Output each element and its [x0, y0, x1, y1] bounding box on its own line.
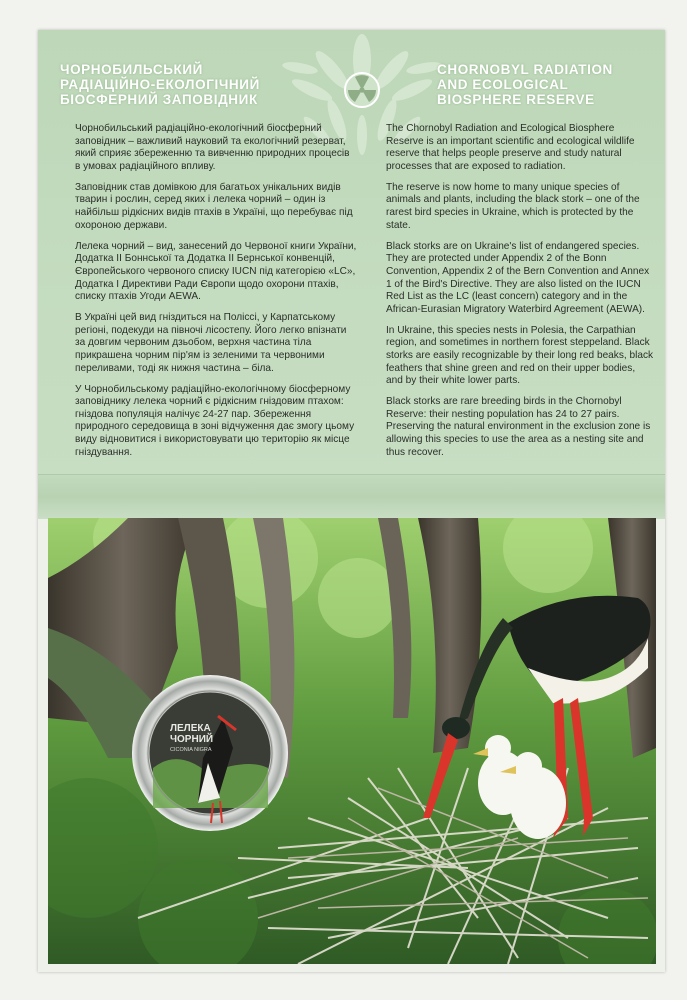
paragraph: Заповідник став домівкою для багатьох унікальних видів тварин і рослин, серед яких і лелека чорний – один із найбільш рідкісних видів птахів в Україні, що перебуває під охороною держави.: [75, 181, 353, 231]
photo-illustration: [48, 518, 656, 964]
english-text-column: [386, 123, 654, 468]
paragraph: В Україні цей вид гніздиться на Поліссі, у Карпатському регіоні, подекуди на півночі лісостепу. Його легко впізнати за довгим червоним дзьобом, верхня частина тіла прикрашена чорним пір'ям із зеленими та червоними переливами, тоді як нижня частина – біла.: [75, 312, 347, 374]
paragraph: Чорнобильський радіаційно-екологічний біосферний заповідник – важливий науковий та екологічний резерват, який сприяє збереженню та вивченню природних процесів в умовах радіаційного впливу.: [75, 123, 350, 172]
paragraph: У Чорнобильському радіаційно-екологічному біосферному заповіднику лелека чорний є рідкісним гніздовим птахом: гніздова популяція налічує 24-27 пар. Збереження природного середовища в зоні відчуження дає змогу цьому виду відновитися і використовувати цю територію як місце гніздування.: [75, 383, 355, 458]
coin-inscription: ЛЕЛЕКА: [170, 723, 211, 734]
commemorative-coin: [132, 675, 288, 831]
title-ukrainian: ЧОРНОБИЛЬСЬКИЙ РАДІАЦІЙНО-ЕКОЛОГІЧНИЙ БІОСФЕРНИЙ ЗАПОВІДНИК: [60, 62, 260, 107]
paragraph: In Ukraine, this species nests in Polesia, the Carpathian region, and sometimes in northern forest steppeland. Black storks are easily recognizable by their long red beaks, black feathers that shine green and red on their upper bodies, and by their white lower parts.: [386, 324, 654, 387]
fold-band: [38, 474, 665, 519]
ukrainian-text-column: [75, 123, 357, 468]
radiation-trefoil-icon: [345, 73, 379, 107]
paragraph: The Chornobyl Radiation and Ecological Biosphere Reserve is an important scientific and ecological wildlife reserve that helps people preserve and study natural processes that are exposed to radiation.: [386, 123, 635, 172]
forest-photo: [48, 518, 656, 964]
coin-inscription: ЧОРНИЙ: [170, 734, 214, 745]
paragraph: Black storks are rare breeding birds in the Chornobyl Reserve: their nesting population has 24 to 27 pairs. Preserving the natural environment in the exclusion zone is allowing this species to use the area as a nesting site and thus recover.: [386, 396, 651, 458]
title-english: CHORNOBYL RADIATION AND ECOLOGICAL BIOSPHERE RESERVE: [437, 62, 613, 107]
paragraph: Black storks are on Ukraine's list of endangered species. They are protected under Appendix 2 of the Bonn Convention, Appendix 2 of the Bern Convention and Annex 1 of the Bird's Directive. They are also listed on the IUCN Red List as the LC (least concern) category and in the African-Eurasian Migratory Waterbird Agreement (AEWA).: [386, 240, 650, 315]
paragraph: The reserve is now home to many unique species of animals and plants, including the black stork – one of the rarest bird species in Ukraine, which is protected by the state.: [386, 181, 640, 231]
paragraph: Лелека чорний – вид, занесений до Червоної книги України, Додатка ІІ Боннської та Додатка ІІ Бернської конвенцій, Європейського червоного списку IUCN під категорією «LC», Додатка І Директиви Ради Європи щодо охорони птахів, списку птахів Угоди AEWA.: [75, 240, 357, 303]
coin-latin-name: CICONIA NIGRA: [170, 747, 212, 753]
